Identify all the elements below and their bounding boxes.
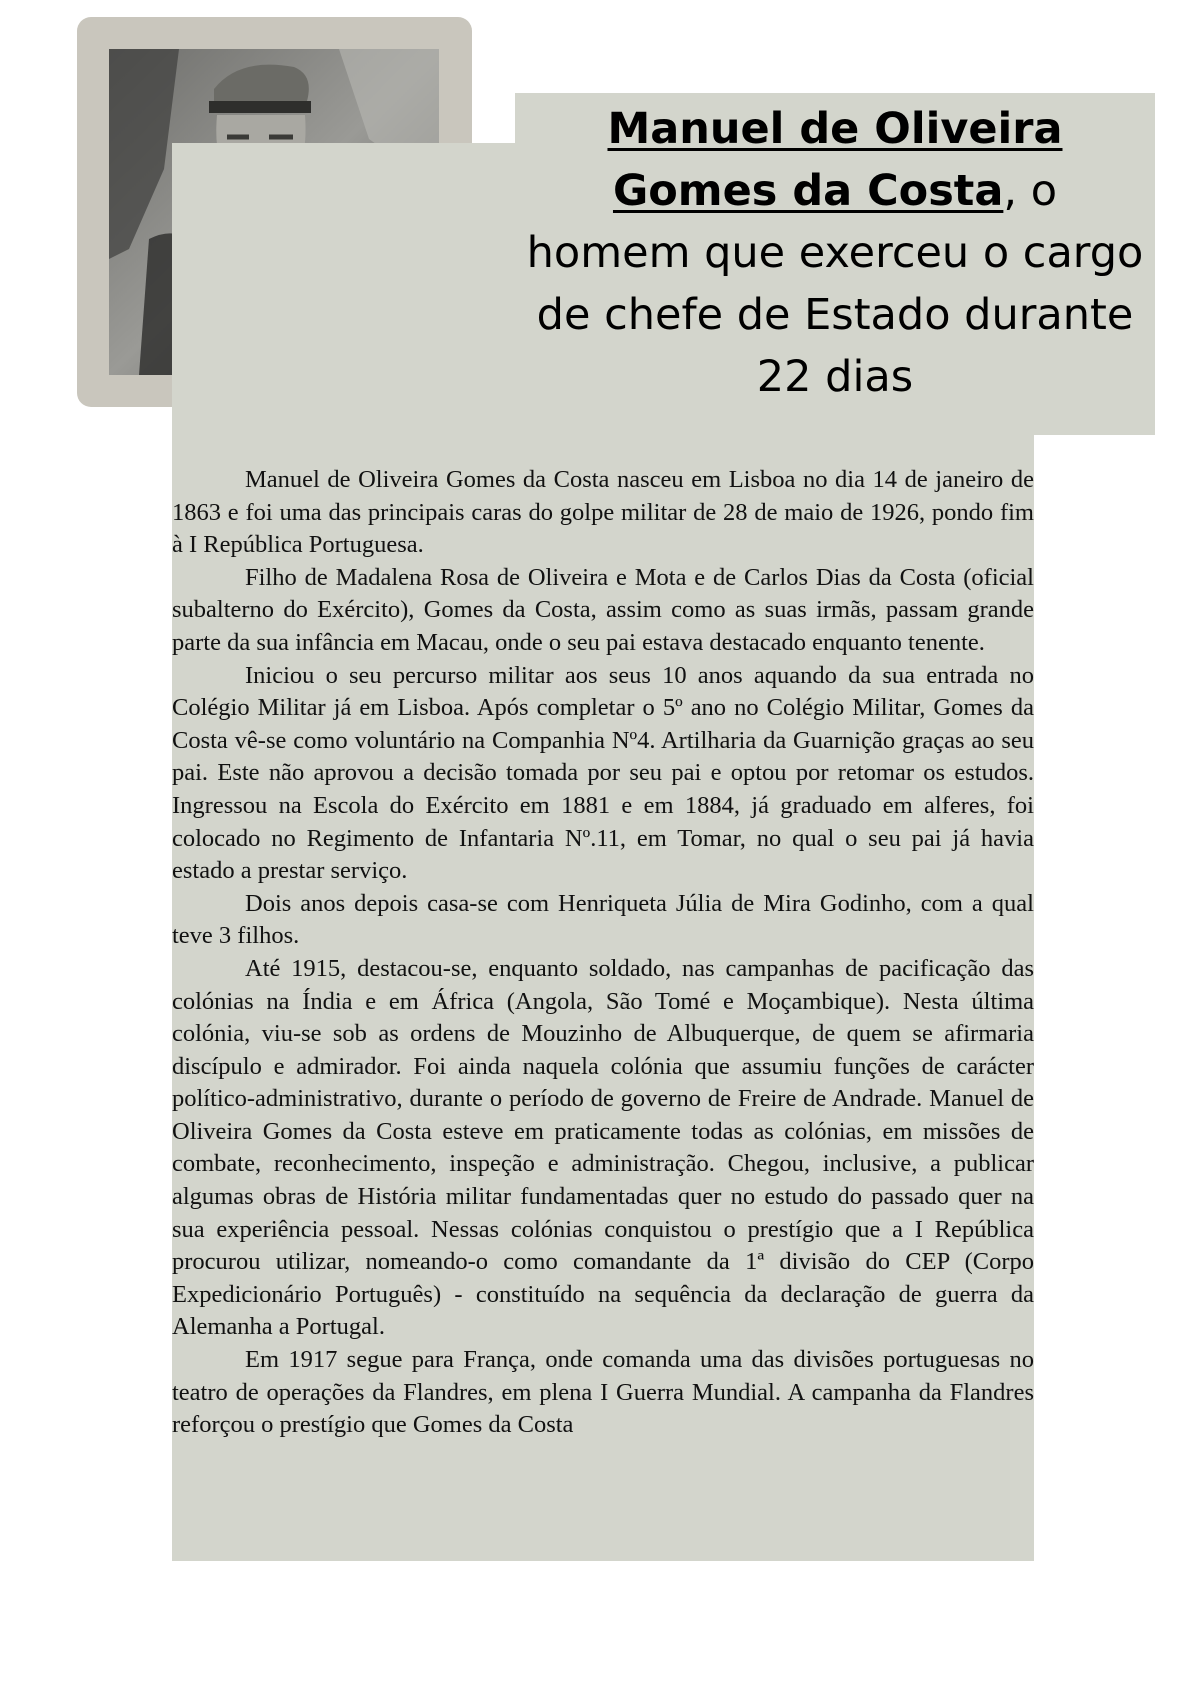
title-name-line2: Gomes da Costa	[612, 166, 1004, 216]
title-name-line1: Manuel de Oliveira	[607, 104, 1063, 154]
article-paragraph: Em 1917 segue para França, onde comanda uma das divisões portuguesas no teatro de operações da Flandres, em plena I Guerra Mundial. A campanha da Flandres reforçou o prestígio que Gomes da Costa	[172, 1346, 1034, 1439]
article-paragraph: Manuel de Oliveira Gomes da Costa nasceu em Lisboa no dia 14 de janeiro de 1863 e foi uma das principais caras do golpe militar de 28 de maio de 1926, pondo fim à I República Portuguesa.	[172, 466, 1034, 559]
article-paragraph: Dois anos depois casa-se com Henriqueta Júlia de Mira Godinho, com a qual teve 3 filhos.	[172, 889, 1034, 950]
title-separator: , o	[1003, 166, 1058, 216]
article-paragraph: Iniciou o seu percurso militar aos seus 10 anos aquando da sua entrada no Colégio Militar já em Lisboa. Após completar o 5º ano no Colégio Militar, Gomes da Costa vê-se como voluntário na Companhia Nº4. Artilharia da Guarnição graças ao seu pai. Este não aprovou a decisão tomada por seu pai e optou por retomar os estudos. Ingressou na Escola do Exército em 1881 e em 1884, já graduado em alferes, foi colocado no Regimento de Infantaria Nº.11, em Tomar, no qual o seu pai já havia estado a prestar serviço.	[172, 661, 1034, 885]
title-subtitle: homem que exerceu o cargo de chefe de Estado durante 22 dias	[526, 228, 1144, 402]
page-title	[520, 98, 1150, 408]
article-paragraph: Até 1915, destacou-se, enquanto soldado, nas campanhas de pacificação das colónias na Índia e em África (Angola, São Tomé e Moçambique). Nesta última colónia, viu-se sob as ordens de Mouzinho de Albuquerque, de quem se afirmaria discípulo e admirador. Foi ainda naquela colónia que assumiu funções de carácter político-administrativo, durante o período de governo de Freire de Andrade. Manuel de Oliveira Gomes da Costa esteve em praticamente todas as colónias, em missões de combate, reconhecimento, inspeção e administração. Chegou, inclusive, a publicar algumas obras de História militar fundamentadas quer no estudo do passado quer na sua experiência pessoal. Nessas colónias conquistou o prestígio que a I República procurou utilizar, nomeando-o como comandante da 1ª divisão do CEP (Corpo Expedicionário Português) - constituído na sequência da declaração de guerra da Alemanha a Portugal.	[172, 954, 1034, 1341]
article-paragraph: Filho de Madalena Rosa de Oliveira e Mota e de Carlos Dias da Costa (oficial subalterno do Exército), Gomes da Costa, assim como as suas irmãs, passam grande parte da sua infância em Macau, onde o seu pai estava destacado enquanto tenente.	[172, 563, 1034, 656]
article-body	[172, 464, 1034, 1442]
